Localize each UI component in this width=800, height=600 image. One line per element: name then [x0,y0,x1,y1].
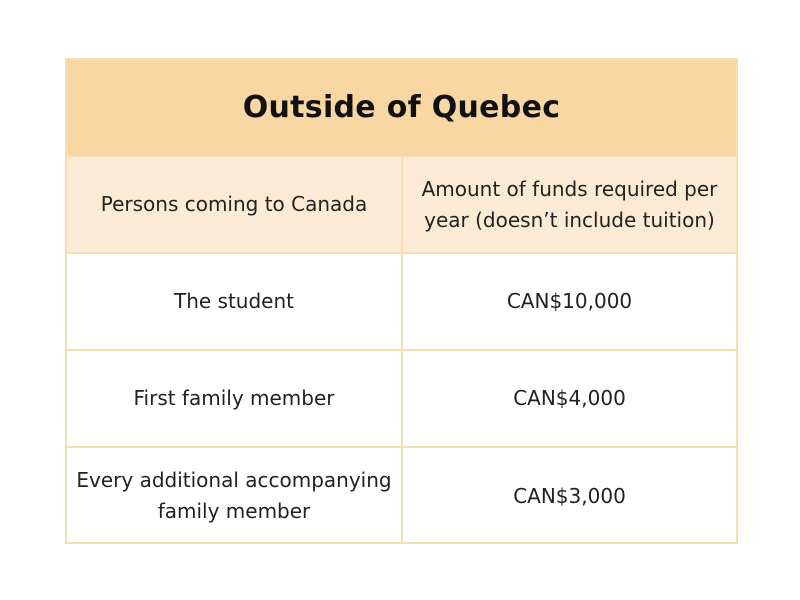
amount-cell: CAN$4,000 [513,386,626,410]
funds-table [65,58,738,544]
amount-cell: CAN$3,000 [513,483,626,508]
table-row [67,448,736,544]
table-title-row [67,60,736,157]
header-funds: Amount of funds required per year (doesn’t include tuition) [421,176,718,232]
person-cell: Every additional accompanying family member [67,448,403,544]
table-title: Outside of Quebec [242,90,561,125]
person-cell: The student [67,254,403,349]
table-header-row [67,157,736,254]
header-persons: Persons coming to Canada [67,157,403,252]
table-row [67,254,736,351]
table-row [67,351,736,448]
person-cell: First family member [67,351,403,446]
amount-cell: CAN$10,000 [506,289,633,313]
